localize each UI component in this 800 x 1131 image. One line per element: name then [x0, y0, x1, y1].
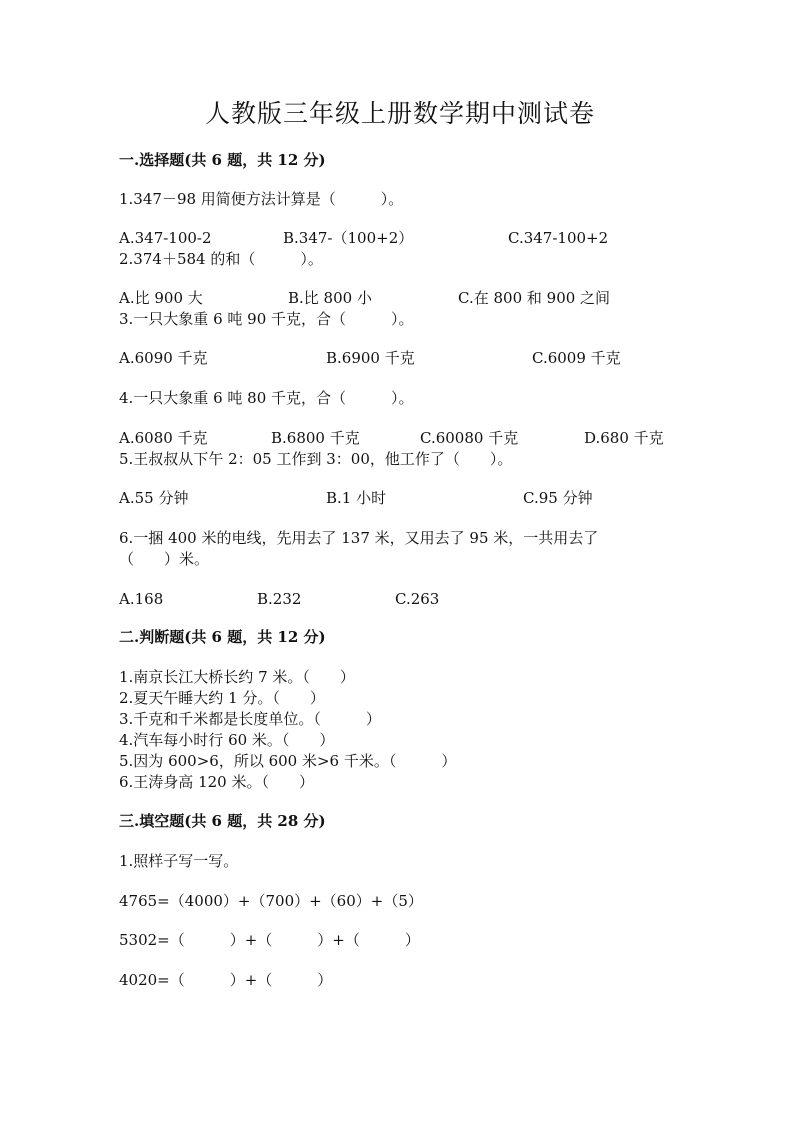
option-b: B.347-（100+2）: [283, 229, 414, 247]
option-a: A.6090 千克: [119, 349, 208, 367]
judgment-item: 3.千克和千米都是长度单位。（ ）: [119, 710, 381, 728]
judgment-item: 5.因为 600>6，所以 600 米>6 千米。（ ）: [119, 752, 457, 770]
example-equation: 4765=（4000）+（700）+（60）+（5）: [119, 892, 423, 910]
option-a: A.55 分钟: [119, 489, 189, 507]
question-stem: 4.一只大象重 6 吨 80 千克，合（ ）。: [119, 389, 414, 407]
question-stem: 1.347－98 用简便方法计算是（ ）。: [119, 190, 404, 208]
judgment-item: 4.汽车每小时行 60 米。（ ）: [119, 731, 335, 749]
option-b: B.1 小时: [326, 489, 387, 507]
question-stem: 3.一只大象重 6 吨 90 千克，合（ ）。: [119, 310, 414, 328]
judgment-item: 1.南京长江大桥长约 7 米。（ ）: [119, 668, 355, 686]
section-header-judgment: 二.判断题(共 6 题，共 12 分): [119, 628, 326, 646]
option-c: C.347-100+2: [508, 229, 609, 247]
option-b: B.232: [257, 590, 302, 608]
option-c: C.95 分钟: [523, 489, 593, 507]
judgment-item: 2.夏天午睡大约 1 分。（ ）: [119, 689, 325, 707]
option-a: A.168: [119, 590, 164, 608]
fill-equation: 5302=（ ）+（ ）+（ ）: [119, 931, 420, 949]
option-c: C.60080 千克: [420, 429, 519, 447]
option-a: A.347-100-2: [119, 229, 212, 247]
option-c: C.6009 千克: [532, 349, 621, 367]
option-c: C.在 800 和 900 之间: [458, 289, 611, 307]
option-a: A.比 900 大: [119, 289, 203, 307]
question-stem: 5.王叔叔从下午 2：05 工作到 3：00，他工作了（ ）。: [119, 450, 513, 468]
option-c: C.263: [395, 590, 440, 608]
section-header-choice: 一.选择题(共 6 题，共 12 分): [119, 151, 326, 169]
option-b: B.比 800 小: [288, 289, 372, 307]
page-title: 人教版三年级上册数学期中测试卷: [204, 99, 595, 128]
judgment-item: 6.王涛身高 120 米。（ ）: [119, 773, 314, 791]
option-b: B.6800 千克: [271, 429, 360, 447]
question-stem: 1.照样子写一写。: [119, 852, 239, 870]
option-a: A.6080 千克: [119, 429, 208, 447]
option-d: D.680 千克: [584, 429, 664, 447]
question-stem-cont: （ ）米。: [119, 550, 210, 568]
question-stem: 6.一捆 400 米的电线，先用去了 137 米，又用去了 95 米，一共用去了: [119, 529, 599, 547]
section-header-fill: 三.填空题(共 6 题，共 28 分): [119, 812, 326, 830]
question-stem: 2.374＋584 的和（ ）。: [119, 250, 323, 268]
option-b: B.6900 千克: [326, 349, 415, 367]
fill-equation: 4020=（ ）+（ ）: [119, 971, 333, 989]
